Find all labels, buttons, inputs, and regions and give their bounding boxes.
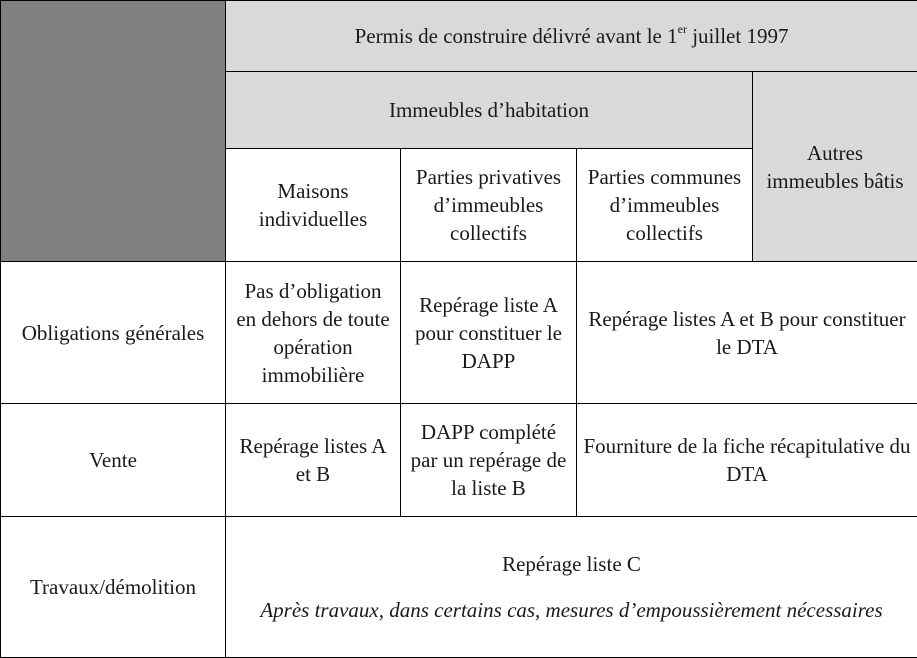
general-common-other-cell: Repérage listes A et B pour constituer le DTA — [577, 262, 917, 404]
sale-common-other-cell: Fourniture de la fiche récapitulative du DTA — [577, 404, 917, 517]
row-general-obligations — [1, 262, 917, 404]
permit-title-end: juillet 1997 — [687, 24, 789, 48]
general-private-parts-cell: Repérage liste A pour constituer le DAPP — [401, 262, 577, 404]
row-label-general: Obligations générales — [1, 262, 226, 404]
corner-cell — [1, 1, 226, 262]
works-spacer — [232, 578, 911, 596]
sale-houses-cell: Repérage listes A et B — [226, 404, 401, 517]
general-houses-cell: Pas d’obligation en dehors de toute opération immobilière — [226, 262, 401, 404]
header-row-permit — [1, 1, 917, 72]
permit-title-main: Permis de construire délivré avant le 1 — [355, 24, 678, 48]
other-buildings-cell: Autres immeubles bâtis — [753, 72, 917, 262]
col-houses-header: Maisons individuelles — [226, 149, 401, 262]
row-works — [1, 517, 917, 658]
row-label-works: Travaux/démolition — [1, 517, 226, 658]
row-sale — [1, 404, 917, 517]
works-cell — [226, 517, 917, 658]
permit-title-cell — [226, 1, 917, 72]
works-note-text: Après travaux, dans certains cas, mesures d’empoussièrement nécessaires — [232, 596, 911, 624]
housing-group-cell: Immeubles d’habitation — [226, 72, 753, 149]
works-main-text: Repérage liste C — [232, 550, 911, 578]
sale-private-parts-cell: DAPP complété par un repérage de la liste B — [401, 404, 577, 517]
permit-title-sup: er — [678, 22, 687, 36]
col-private-parts-header: Parties privatives d’immeubles collectifs — [401, 149, 577, 262]
row-label-sale: Vente — [1, 404, 226, 517]
col-common-parts-header: Parties communes d’immeubles collectifs — [577, 149, 753, 262]
